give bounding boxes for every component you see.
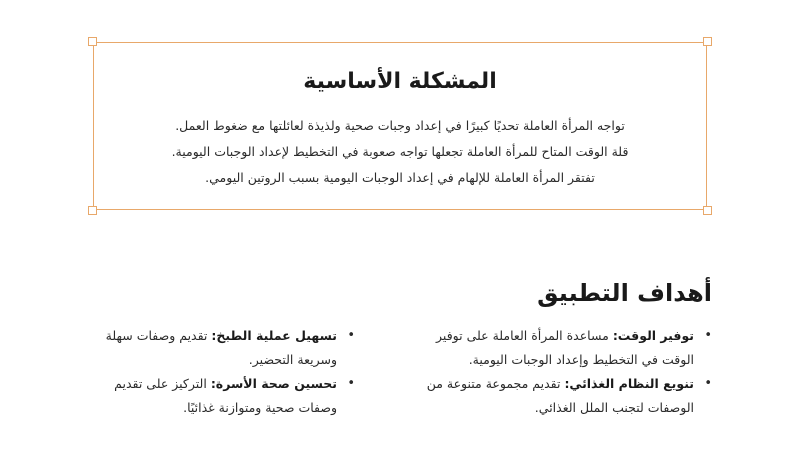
problem-line: قلة الوقت المتاح للمرأة العاملة تجعلها تواجه صعوبة في التخطيط لإعداد الوجبات اليومية. <box>171 144 629 159</box>
problem-text-box[interactable] <box>93 42 707 210</box>
goal-text: تقديم وصفات سهلة وسريعة التحضير. <box>105 328 337 367</box>
goals-list-right <box>412 324 712 420</box>
goal-item-ease-cooking <box>100 324 355 372</box>
problem-line: تواجه المرأة العاملة تحديًا كبيرًا في إعداد وجبات صحية ولذيذة لعائلتها مع ضغوط العمل. <box>175 118 625 133</box>
problem-lines <box>94 113 706 191</box>
goal-text: تقديم مجموعة متنوعة من الوصفات لتجنب الملل الغذائي. <box>426 376 694 415</box>
problem-title: المشكلة الأساسية <box>303 69 497 94</box>
goal-label: تسهيل عملية الطبخ: <box>211 328 337 343</box>
goal-text: التركيز على تقديم وصفات صحية ومتوازنة غذائيًا. <box>114 376 337 415</box>
goal-label: توفير الوقت: <box>612 328 694 343</box>
goal-text: مساعدة المرأة العاملة على توفير الوقت في التخطيط وإعداد الوجبات اليومية. <box>436 328 694 367</box>
goal-item-diversify-diet <box>412 372 712 420</box>
resize-handle-top-left[interactable] <box>88 37 97 46</box>
problem-line: تفتقر المرأة العاملة للإلهام في إعداد الوجبات اليومية بسبب الروتين اليومي. <box>205 170 595 185</box>
resize-handle-top-right[interactable] <box>703 37 712 46</box>
resize-handle-bottom-right[interactable] <box>703 206 712 215</box>
goals-title: أهداف التطبيق <box>537 279 712 307</box>
goal-item-family-health <box>100 372 355 420</box>
goal-label: تنويع النظام الغذائي: <box>564 376 694 391</box>
goal-label: تحسين صحة الأسرة: <box>210 376 337 391</box>
goals-list-left <box>100 324 355 420</box>
goal-item-save-time <box>412 324 712 372</box>
resize-handle-bottom-left[interactable] <box>88 206 97 215</box>
